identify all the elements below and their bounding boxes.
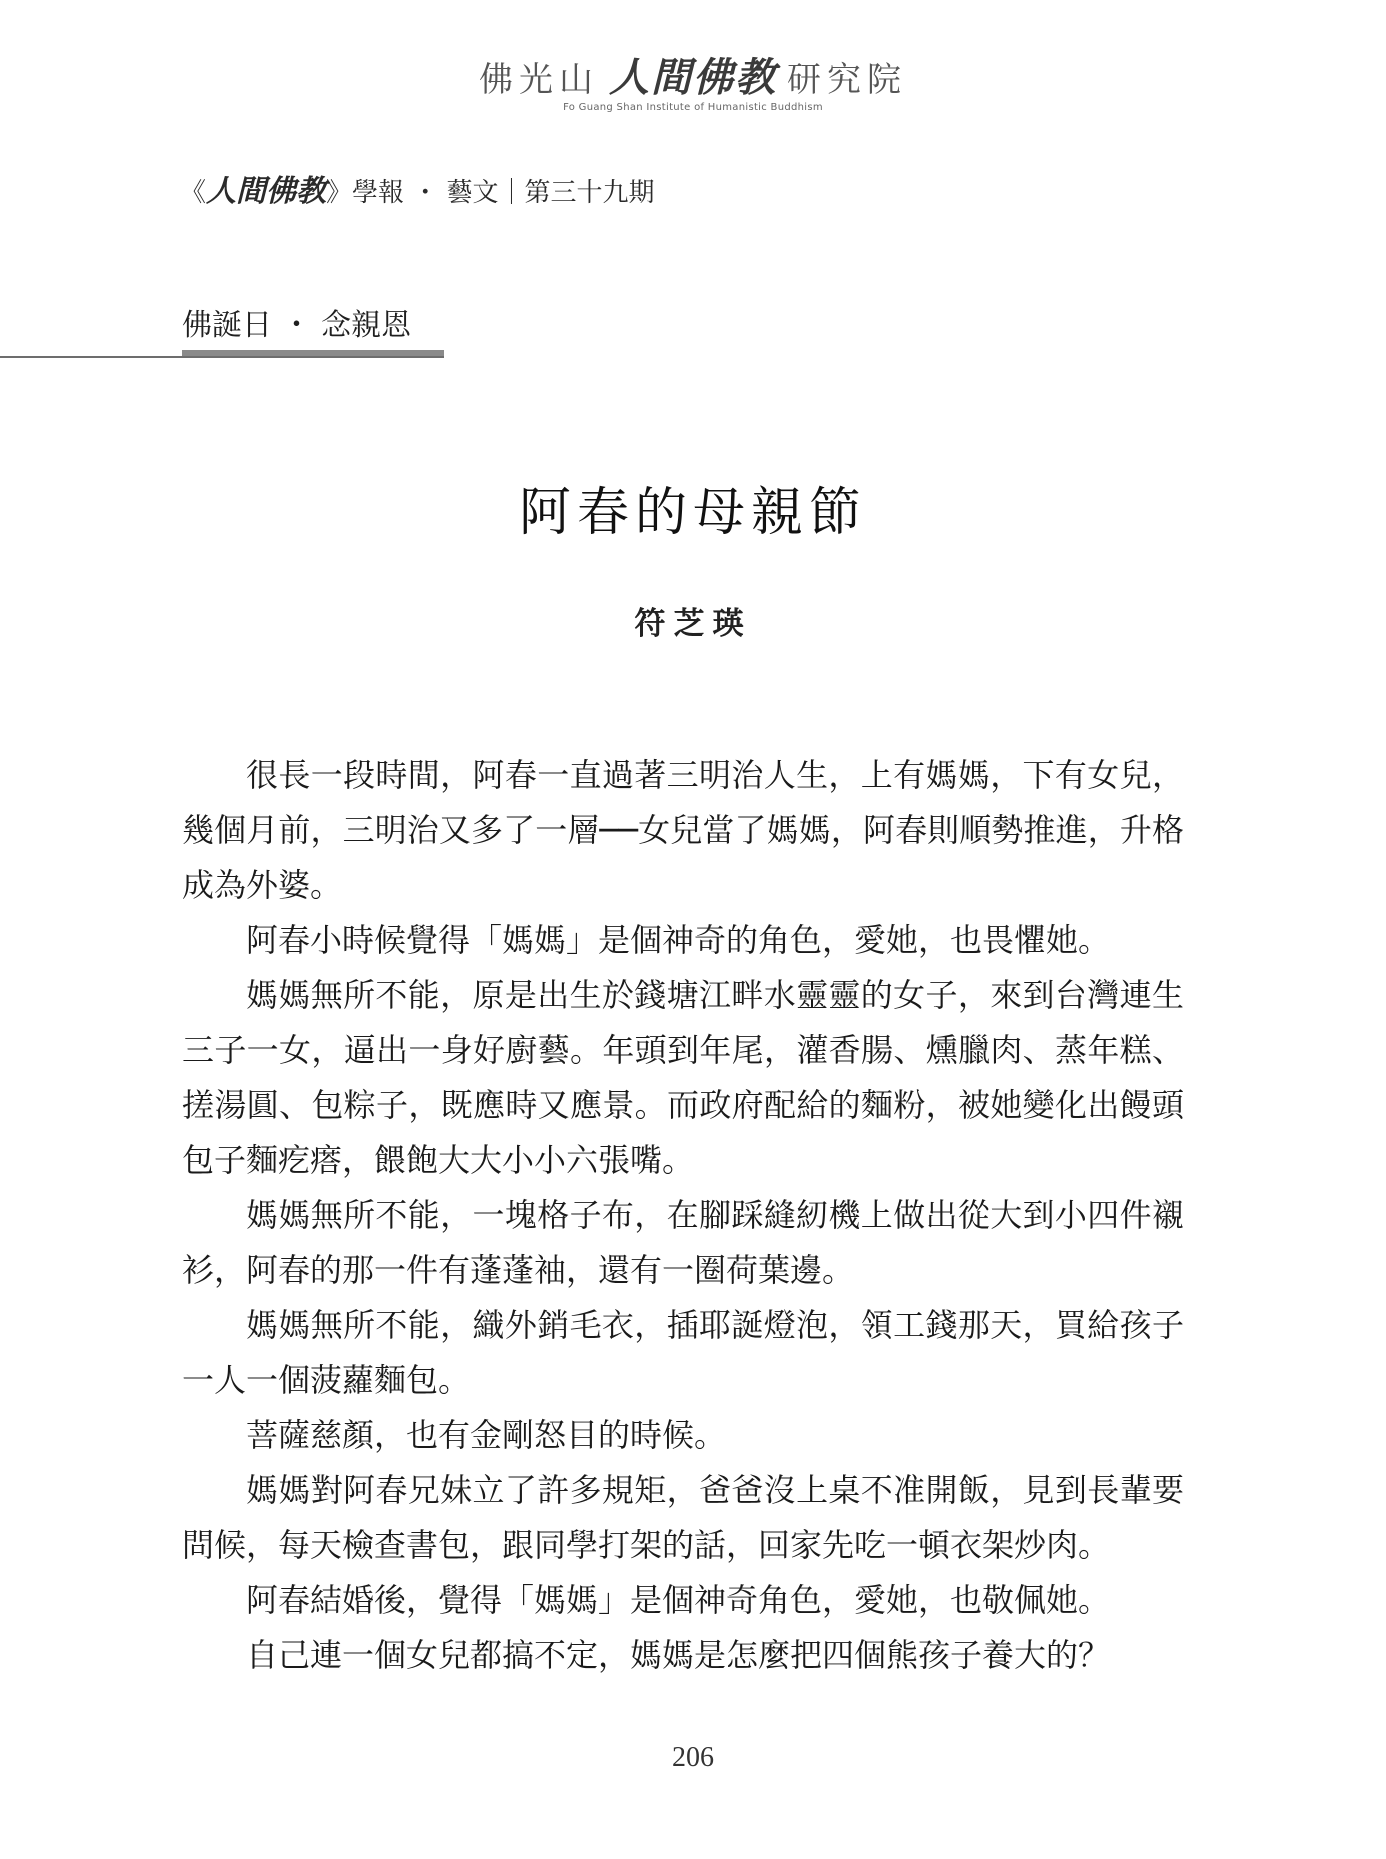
page-number: 206 bbox=[672, 1742, 714, 1773]
journal-running-head bbox=[180, 166, 655, 210]
paragraph: 很長一段時間，阿春一直過著三明治人生，上有媽媽，下有女兒，幾個月前，三明治又多了一層──女兒當了媽媽，阿春則順勢推進，升格成為外婆。 bbox=[182, 756, 1184, 904]
paragraph: 菩薩慈顏，也有金剛怒目的時候。 bbox=[246, 1416, 727, 1454]
paragraph: 媽媽無所不能，原是出生於錢塘江畔水靈靈的女子，來到台灣連生三子一女，逼出一身好廚藝。年頭到年尾，灌香腸、燻臘肉、蒸年糕、搓湯圓、包粽子，既應時又應景。而政府配給的麵粉，被她變化出饅頭包子麵疙瘩，餵飽大大小小六張嘴。 bbox=[182, 976, 1184, 1179]
logo-english-subtitle: Fo Guang Shan Institute of Humanistic Buddhism bbox=[563, 102, 823, 113]
paragraph: 媽媽對阿春兄妹立了許多規矩，爸爸沒上桌不准開飯，見到長輩要問候，每天檢查書包，跟同學打架的話，回家先吃一頓衣架炒肉。 bbox=[182, 1471, 1184, 1564]
paragraph: 媽媽無所不能，一塊格子布，在腳踩縫紉機上做出從大到小四件襯衫，阿春的那一件有蓬蓬袖，還有一圈荷葉邊。 bbox=[182, 1196, 1184, 1289]
logo-suffix: 研究院 bbox=[787, 60, 907, 100]
journal-brand: 人間佛教 bbox=[206, 174, 327, 209]
section-label: 佛誕日 ・ 念親恩 bbox=[182, 308, 412, 343]
section-underline-bar bbox=[182, 350, 444, 356]
logo-title bbox=[0, 55, 1386, 101]
journal-open-bracket: 《 bbox=[180, 178, 207, 208]
paragraph: 阿春結婚後，覺得「媽媽」是個神奇角色，愛她，也敬佩她。 bbox=[246, 1581, 1111, 1619]
article-title: 阿春的母親節 bbox=[518, 483, 867, 543]
logo-brand-calligraphy: 人間佛教 bbox=[609, 55, 777, 101]
article-author: 符芝瑛 bbox=[634, 606, 752, 642]
section-divider-line bbox=[0, 356, 444, 358]
logo-prefix: 佛光山 bbox=[479, 60, 599, 100]
institute-logo bbox=[0, 55, 1386, 113]
journal-issue-text: 》學報 ・ 藝文｜第三十九期 bbox=[326, 178, 655, 208]
article-body bbox=[182, 748, 1184, 1683]
paragraph: 媽媽無所不能，織外銷毛衣，插耶誕燈泡，領工錢那天，買給孩子一人一個菠蘿麵包。 bbox=[182, 1306, 1184, 1399]
paragraph: 自己連一個女兒都搞不定，媽媽是怎麼把四個熊孩子養大的？ bbox=[246, 1636, 1111, 1674]
paragraph: 阿春小時候覺得「媽媽」是個神奇的角色，愛她，也畏懼她。 bbox=[246, 921, 1111, 959]
